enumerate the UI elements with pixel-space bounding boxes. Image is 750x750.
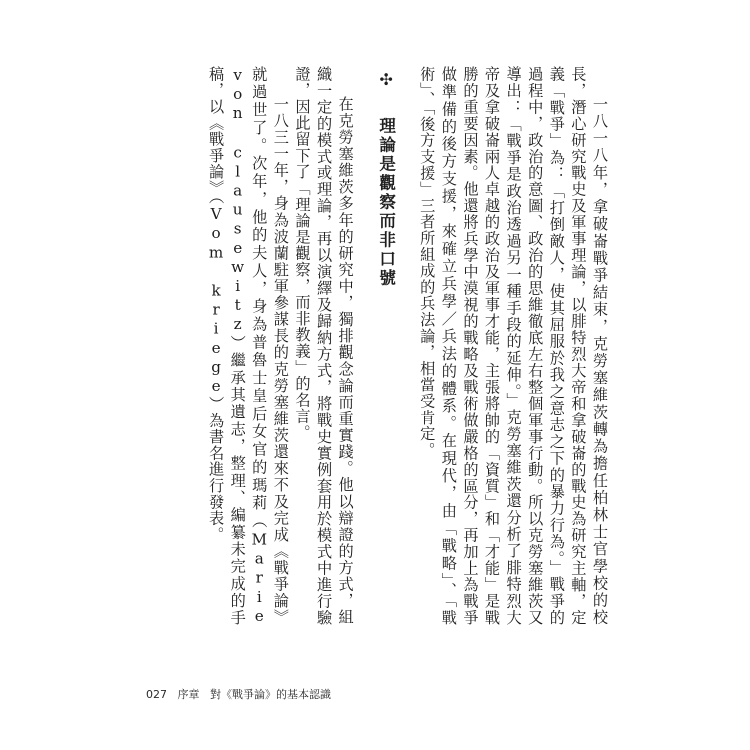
paragraph-3: 一八三一年，身為波蘭駐軍參謀長的克勞塞維茨還來不及完成《戰爭論》就過世了。次年，他的夫人，身為普魯士皇后女官的瑪莉（Marie von clausewitz）繼承其遺志，整理、編纂未完成的手稿，以《戰爭論》（Vom kriege）為書名進行發表。 (207, 66, 290, 626)
chapter-title: 對《戰爭論》的基本認識 (210, 688, 331, 701)
page-number: 027 (146, 688, 167, 701)
chapter-label: 序章 (177, 688, 200, 701)
section-heading-text: 理論是觀察而非口號 (376, 117, 396, 288)
body-text (205, 66, 611, 626)
flower-bullet-icon: ✣ (376, 70, 396, 92)
section-heading (374, 66, 398, 626)
paragraph-2: 在克勞塞維茨多年的研究中，獨排觀念論而重實踐。他以辯證的方式，組織一定的模式或理論，再以演繹及歸納方式，將戰史實例套用於模式中進行驗證，因此留下了「理論是觀察，而非教義」的名言。 (293, 66, 355, 626)
page-footer (146, 686, 338, 702)
paragraph-1: 一八一八年，拿破崙戰爭結束，克勞塞維茨轉為擔任柏林士官學校的校長，潛心研究戰史及軍事理論，以腓特烈大帝和拿破崙的戰史為研究主軸，定義「戰爭」為：「打倒敵人，使其屈服於我之意志之下的暴力行為。」戰爭的過程中，政治的意圖、政治的思維徹底左右整個軍事行動。所以克勞塞維茨又導出：「戰爭是政治透過另一種手段的延伸。」克勞塞維茨還分析了腓特烈大帝及拿破崙兩人卓越的政治及軍事才能，主張將帥的「資質」和「才能」是戰勝的重要因素。他還將兵學中漠視的戰略及戰術做嚴格的區分，再加上為戰爭做準備的後方支援，來確立兵學／兵法的體系。在現代，由「戰略」、「戰術」、「後方支援」三者所組成的兵法論，相當受肯定。 (418, 66, 609, 626)
